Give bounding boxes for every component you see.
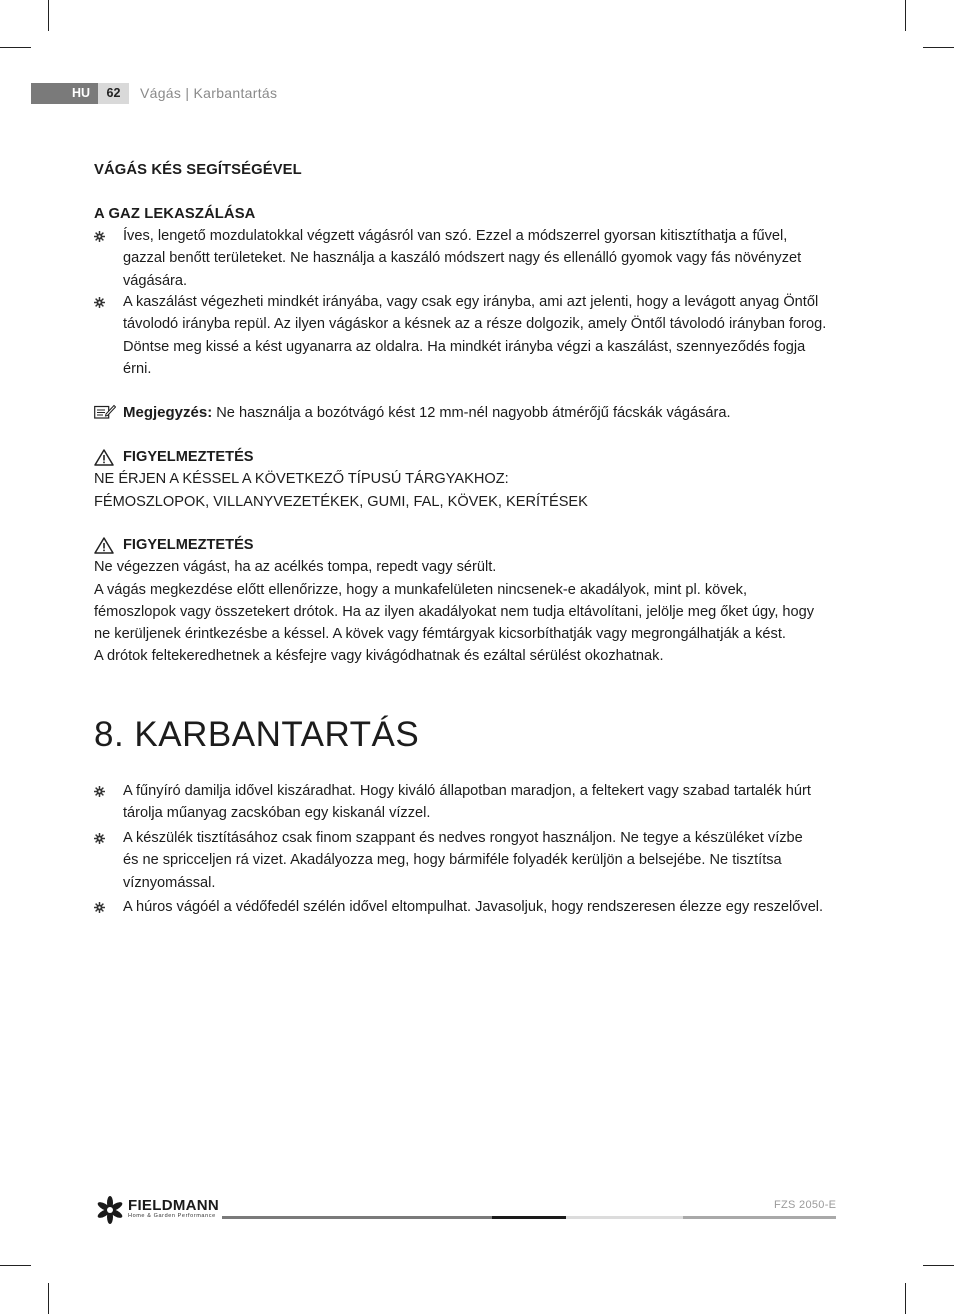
warning-line: ne kerüljenek érintkezésbe a késsel. A kövek vagy fémtárgyak kicsorbíthatják vagy megrongálhatják a kést.: [94, 626, 786, 643]
warning-block: [94, 446, 839, 513]
header-title: Vágás | Karbantartás: [140, 85, 278, 101]
list-line: Íves, lengető mozdulatokkal végzett vágásról van szó. Ezzel a módszerrel gyorsan kitisztíthatja a fűvel,: [123, 228, 788, 244]
list-line: és ne spricceljen rá vizet. Akadályozza meg, hogy bármiféle folyadék kerüljön a belsejébe. Ne tisztítsa: [123, 852, 782, 869]
list-item: [94, 291, 839, 380]
footer-rule: [222, 1216, 492, 1219]
crop-mark: [923, 1265, 954, 1266]
list-line: A kaszálást végezheti mindkét irányába, vagy csak egy irányba, ami azt jelenti, hogy a levágott anyag Öntől: [123, 294, 819, 310]
list-line: távolodó irányba repül. Az ilyen vágáskor a késnek az a része dolgozik, amely Öntől távolodó irányban forog.: [123, 316, 827, 333]
crop-mark: [48, 0, 49, 31]
crop-mark: [48, 1283, 49, 1314]
footer-rule: [683, 1216, 836, 1219]
brand-tagline: Home & Garden Performance: [128, 1213, 216, 1219]
list-line: gazzal benőtt területeket. Ne használja a kaszáló módszert nagy és ellenálló gyomok vagy fás növényzet: [123, 250, 802, 267]
footer-rule: [492, 1216, 566, 1219]
warning-line: Ne végezzen vágást, ha az acélkés tompa, repedt vagy sérült.: [94, 559, 497, 576]
warning-line: fémoszlopok vagy összetekert drótok. Ha az ilyen akadályokat nem tudja eltávolítani, jelölje meg őket úgy, hogy: [94, 603, 815, 620]
note-text: Ne használja a bozótvágó kést 12 mm-nél nagyobb átmérőjű fácskák vágására.: [212, 405, 731, 421]
gear-bullet-icon: [94, 833, 105, 844]
list-line: vágására.: [123, 272, 188, 289]
gear-bullet-icon: [94, 786, 105, 797]
warning-title: FIGYELMEZTETÉS: [94, 534, 839, 556]
crop-mark: [0, 47, 31, 48]
gear-bullet-icon: [94, 902, 105, 913]
crop-mark: [923, 47, 954, 48]
chapter-title: 8. KARBANTARTÁS: [94, 715, 420, 754]
list-line: víznyomással.: [123, 874, 216, 891]
note: [94, 402, 868, 424]
list-item: [94, 827, 839, 894]
gear-bullet-icon: [94, 231, 105, 242]
list-line: Döntse meg kissé a kést ugyanarra az oldalra. Ha mindkét irányba végzi a kaszálást, szennyeződés fogja: [123, 338, 806, 355]
note-label: Megjegyzés:: [123, 404, 213, 421]
warning-line: A vágás megkezdése előtt ellenőrizze, hogy a munkafelületen nincsenek-e akadályok, mint pl. kövek,: [94, 581, 748, 598]
section-heading: VÁGÁS KÉS SEGÍTSÉGÉVEL: [94, 162, 302, 178]
list-line: A fűnyíró damilja idővel kiszáradhat. Hogy kiváló állapotban maradjon, a feltekert vagy szabad tartalék húrt: [123, 783, 811, 799]
warning-title: FIGYELMEZTETÉS: [94, 446, 839, 468]
list-item: [94, 780, 839, 825]
fieldmann-flower-logo: [94, 1195, 126, 1225]
list-line: A készülék tisztításához csak finom szappant és nedves rongyot használjon. Ne tegye a készüléket vízbe: [123, 830, 803, 846]
warning-line: NE ÉRJEN A KÉSSEL A KÖVETKEZŐ TÍPUSÚ TÁRGYAKHOZ:: [94, 471, 509, 488]
crop-mark: [905, 0, 906, 31]
warning-triangle-icon: [94, 449, 114, 466]
crop-mark: [0, 1265, 31, 1266]
crop-mark: [905, 1283, 906, 1314]
brand-name: FIELDMANN: [128, 1197, 220, 1214]
page-number: 62: [98, 83, 129, 104]
footer-rule: [566, 1216, 683, 1219]
list-item: [94, 225, 839, 292]
list-line: A húros vágóél a védőfedél szélén idővel eltompulhat. Javasoljuk, hogy rendszeresen élezze egy reszelővel.: [123, 899, 824, 915]
warning-block: [94, 534, 839, 668]
warning-line: A drótok feltekeredhetnek a késfejre vagy kivágódhatnak és ezáltal sérülést okozhatnak.: [94, 648, 664, 665]
gear-bullet-icon: [94, 297, 105, 308]
subsection-heading: A GAZ LEKASZÁLÁSA: [94, 206, 256, 222]
warning-triangle-icon: [94, 537, 114, 554]
warning-line: FÉMOSZLOPOK, VILLANYVEZETÉKEK, GUMI, FAL, KÖVEK, KERÍTÉSEK: [94, 493, 588, 510]
note-pencil-icon: [94, 404, 116, 419]
list-item: [94, 896, 839, 918]
model-number: FZS 2050-E: [774, 1199, 837, 1211]
header-language: HU: [71, 86, 91, 100]
list-line: tárolja műanyag zacskóban egy kiskanál vízzel.: [123, 805, 431, 822]
list-line: érni.: [123, 360, 152, 377]
